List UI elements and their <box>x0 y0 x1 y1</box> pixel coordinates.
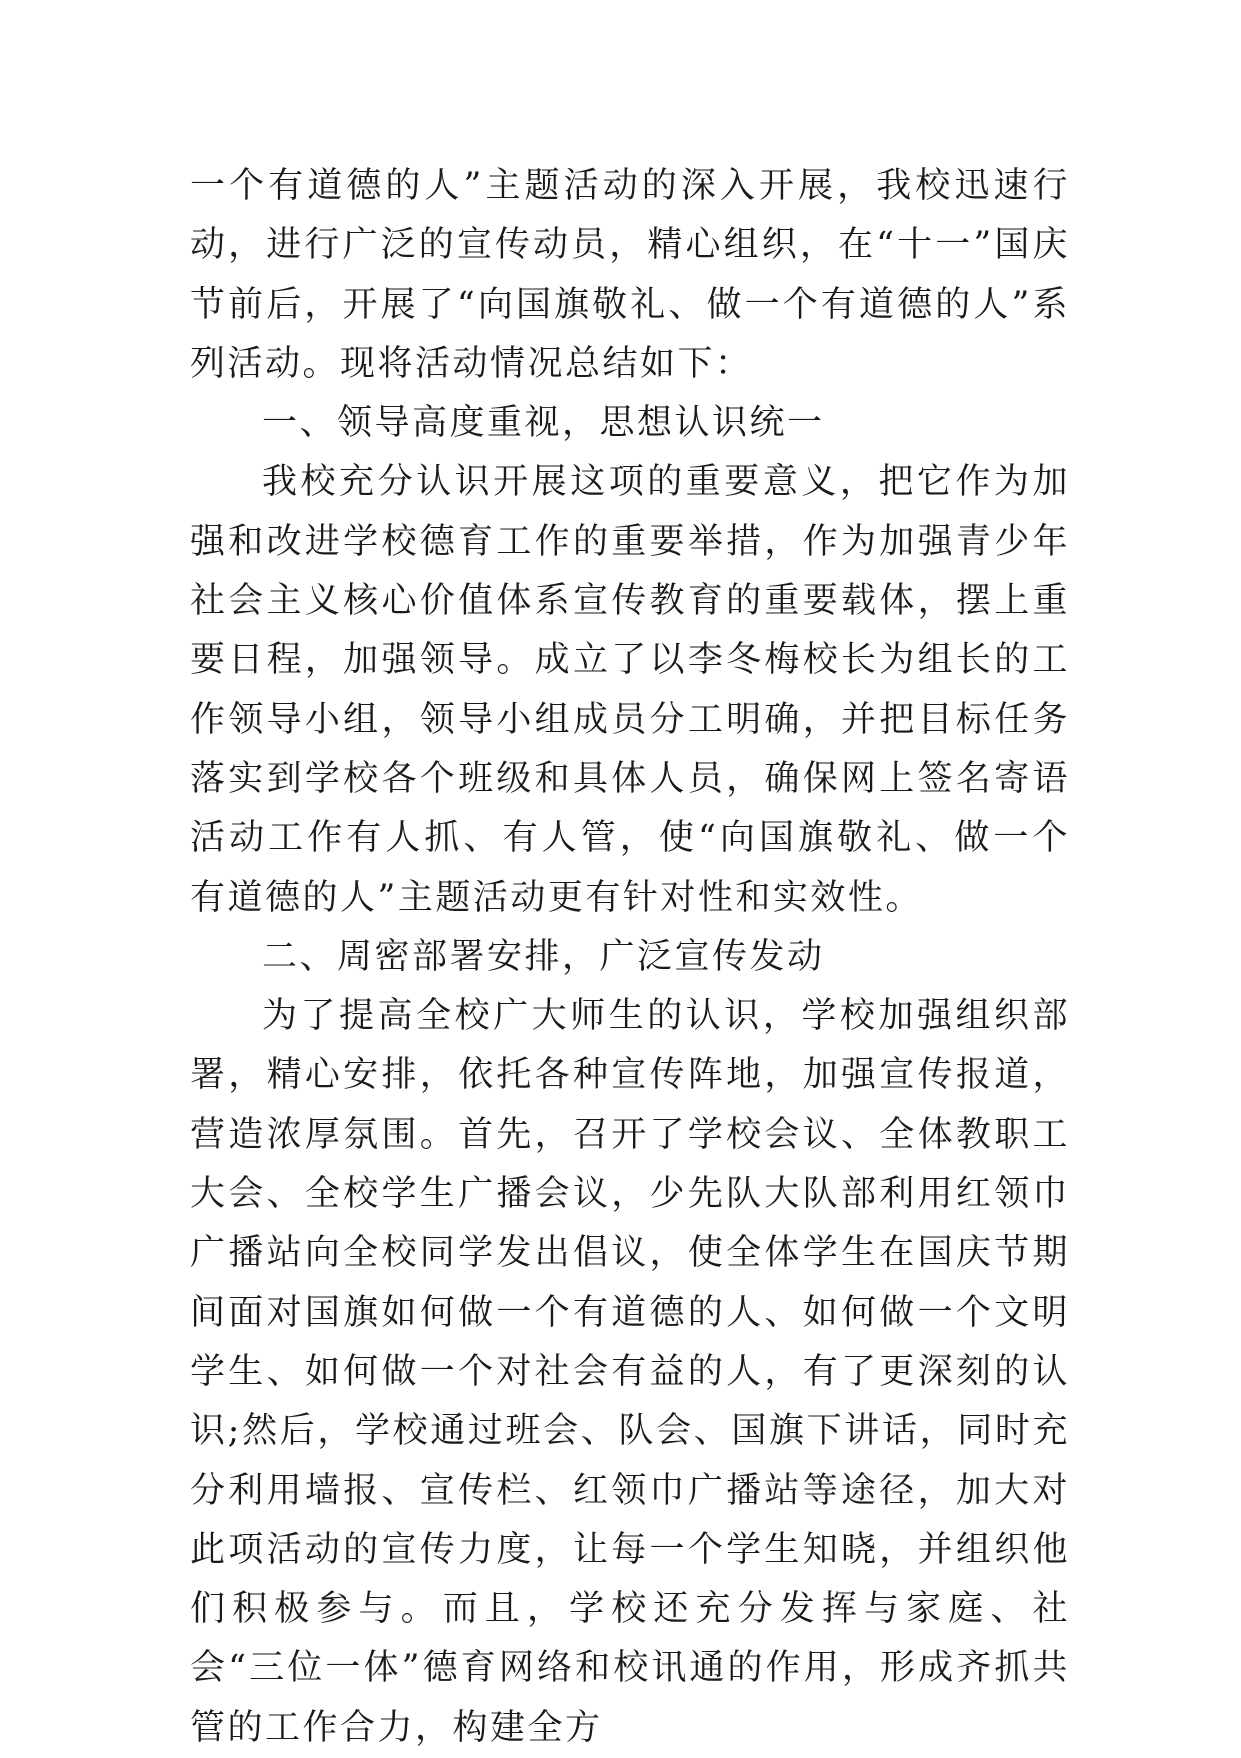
section-heading-2: 二、周密部署安排，广泛宣传发动 <box>262 936 825 977</box>
paragraph-section-1: 我校充分认识开展这项的重要意义，把它作为加强和改进学校德育工作的重要举措，作为加强青少年社会主义核心价值体系宣传教育的重要载体，摆上重要日程，加强领导。成立了以李冬梅校长为组长的工作领导小组，领导小组成员分工明确，并把目标任务落实到学校各个班级和具体人员，确保网上签名寄语活动工作有人抓、有人管，使“向国旗敬礼、做一个有道德的人”主题活动更有针对性和实效性。 <box>190 462 1070 918</box>
section-heading-1: 一、领导高度重视，思想认识统一 <box>262 403 825 444</box>
paragraph-intro: 一个有道德的人”主题活动的深入开展，我校迅速行动，进行广泛的宣传动员，精心组织，在“十一”国庆节前后，开展了“向国旗敬礼、做一个有道德的人”系列活动。现将活动情况总结如下： <box>190 166 1070 384</box>
document-body <box>190 157 1070 1758</box>
paragraph-section-2: 为了提高全校广大师生的认识，学校加强组织部署，精心安排，依托各种宣传阵地，加强宣传报道，营造浓厚氛围。首先，召开了学校会议、全体教职工大会、全校学生广播会议，少先队大队部利用红领巾广播站向全校同学发出倡议，使全体学生在国庆节期间面对国旗如何做一个有道德的人、如何做一个文明学生、如何做一个对社会有益的人，有了更深刻的认识;然后，学校通过班会、队会、国旗下讲话，同时充分利用墙报、宣传栏、红领巾广播站等途径，加大对此项活动的宣传力度，让每一个学生知晓，并组织他们积极参与。而且，学校还充分发挥与家庭、社会“三位一体”德育网络和校讯通的作用，形成齐抓共管的工作合力，构建全方 <box>190 996 1070 1748</box>
